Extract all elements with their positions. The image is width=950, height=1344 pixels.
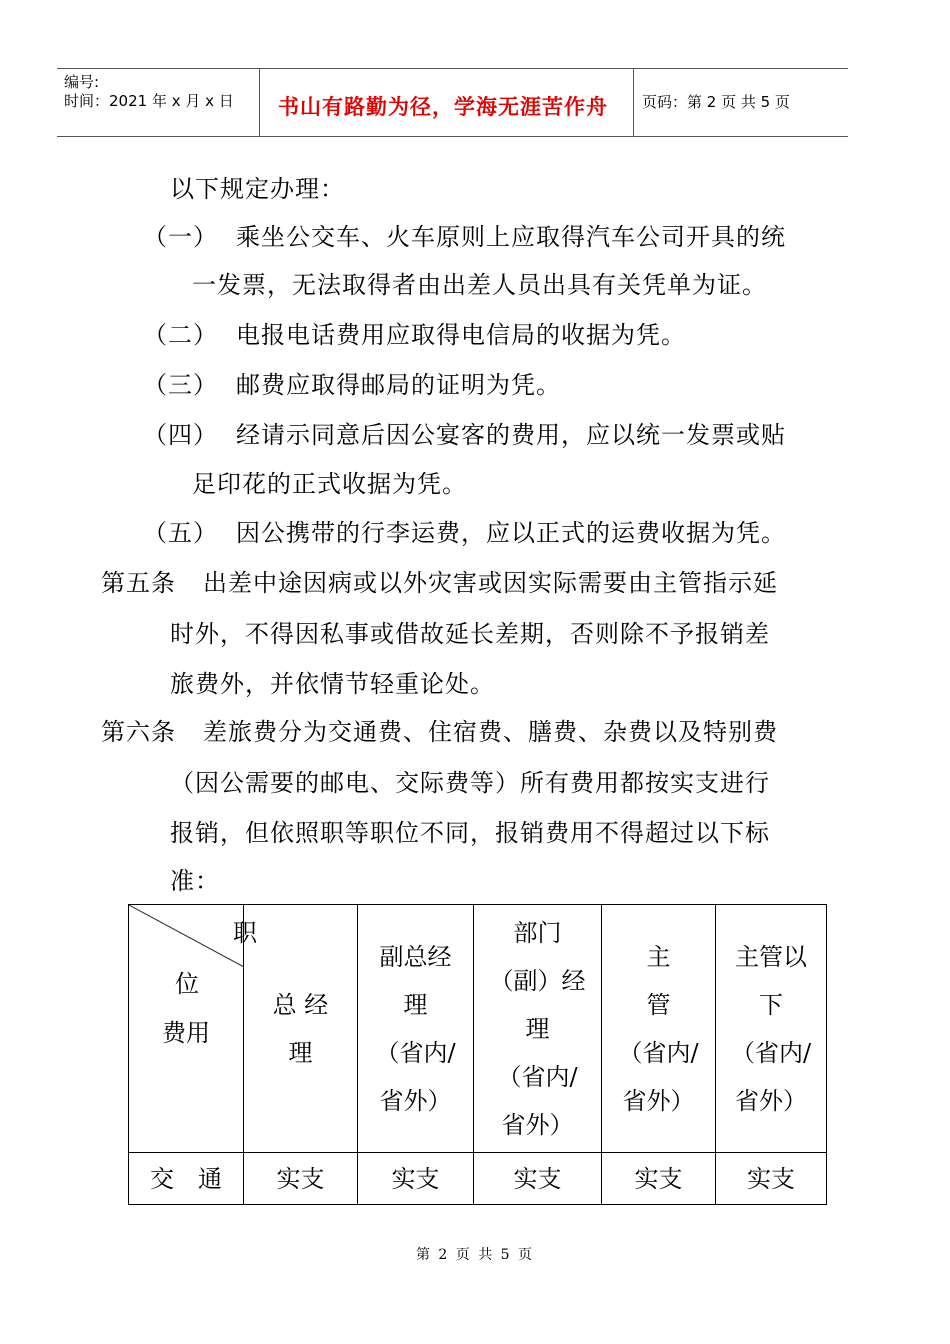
header-line: （省内/ xyxy=(730,1038,812,1067)
document-number-label: 编号: xyxy=(64,73,100,91)
header-divider xyxy=(633,69,634,136)
table-header-row xyxy=(129,905,827,1153)
table-cell: 实支 xyxy=(602,1153,716,1205)
expense-standard-table xyxy=(128,904,827,1205)
page-header xyxy=(57,68,848,137)
intro-line: 以下规定办理： xyxy=(170,175,345,203)
header-line: 理 xyxy=(403,990,428,1019)
header-line: 总 经 xyxy=(272,990,329,1019)
column-header-general-manager xyxy=(244,905,358,1153)
item-text: 乘坐公交车、火车原则上应取得汽车公司开具的统 xyxy=(236,223,786,251)
item-number: （二） xyxy=(143,321,218,349)
table-cell: 实支 xyxy=(716,1153,827,1205)
item-number: （一） xyxy=(143,223,218,251)
header-line: 部门 xyxy=(513,918,562,947)
document-time-label: 时间：2021 年 x 月 x 日 xyxy=(64,92,234,110)
header-line: （副）经 xyxy=(489,966,586,995)
header-line: （省内/ xyxy=(375,1038,456,1067)
header-line: 省外） xyxy=(735,1086,807,1115)
header-line: 省外） xyxy=(622,1086,695,1115)
column-header-supervisor xyxy=(602,905,716,1153)
item-text: 邮费应取得邮局的证明为凭。 xyxy=(236,371,561,399)
table-cell: 实支 xyxy=(474,1153,602,1205)
header-line: （省内/ xyxy=(497,1062,578,1091)
header-line: 省外） xyxy=(379,1086,452,1115)
column-header-department-manager xyxy=(474,905,602,1153)
header-line: 理 xyxy=(288,1038,313,1067)
column-header-deputy-general-manager xyxy=(358,905,474,1153)
item-number: （五） xyxy=(143,519,218,547)
header-line: 主管以 xyxy=(735,942,807,971)
corner-label-mid: 位 xyxy=(175,970,199,998)
header-line: （省内/ xyxy=(618,1038,699,1067)
item-number: （四） xyxy=(143,421,218,449)
item-number: （三） xyxy=(143,371,218,399)
header-line: 主 xyxy=(646,942,671,971)
corner-label-top: 职 xyxy=(233,919,257,947)
article-6-label: 第六条 xyxy=(101,718,176,746)
header-motto: 书山有路勤为径，学海无涯苦作舟 xyxy=(278,95,608,119)
article-5-text: 出差中途因病或以外灾害或因实际需要由主管指示延 xyxy=(203,569,778,597)
article-6-text: 准： xyxy=(170,867,220,895)
header-line: 副总经 xyxy=(379,942,452,971)
header-line: 省外） xyxy=(501,1110,574,1139)
item-text: 因公携带的行李运费，应以正式的运费收据为凭。 xyxy=(236,519,786,547)
corner-label-bottom: 费用 xyxy=(162,1019,210,1047)
article-5-label: 第五条 xyxy=(101,569,176,597)
article-5-text: 旅费外，并依情节轻重论处。 xyxy=(170,670,495,698)
item-text-continued: 足印花的正式收据为凭。 xyxy=(192,470,467,498)
header-divider xyxy=(259,69,260,136)
article-6-text: 报销，但依照职等职位不同，报销费用不得超过以下标 xyxy=(170,819,770,847)
article-6-text: 差旅费分为交通费、住宿费、膳费、杂费以及特别费 xyxy=(203,718,778,746)
table-row-transport xyxy=(129,1153,827,1205)
item-text: 电报电话费用应取得电信局的收据为凭。 xyxy=(236,321,686,349)
page-footer: 第 2 页 共 5 页 xyxy=(415,1247,535,1263)
table-corner-cell xyxy=(129,905,257,1153)
header-line: 下 xyxy=(759,990,783,1019)
header-line: 管 xyxy=(646,990,671,1019)
item-text-continued: 一发票，无法取得者由出差人员出具有关凭单为证。 xyxy=(192,271,767,299)
item-text: 经请示同意后因公宴客的费用，应以统一发票或贴 xyxy=(236,421,786,449)
page-number-label: 页码：第 2 页 共 5 页 xyxy=(642,93,790,111)
article-6-text: （因公需要的邮电、交际费等）所有费用都按实支进行 xyxy=(170,769,770,797)
article-5-text: 时外，不得因私事或借故延长差期，否则除不予报销差 xyxy=(170,620,770,648)
table-cell: 实支 xyxy=(244,1153,358,1205)
table-cell: 实支 xyxy=(358,1153,474,1205)
column-header-below-supervisor xyxy=(716,905,827,1153)
header-line: 理 xyxy=(525,1014,550,1043)
row-label-transport: 交 通 xyxy=(129,1153,244,1205)
